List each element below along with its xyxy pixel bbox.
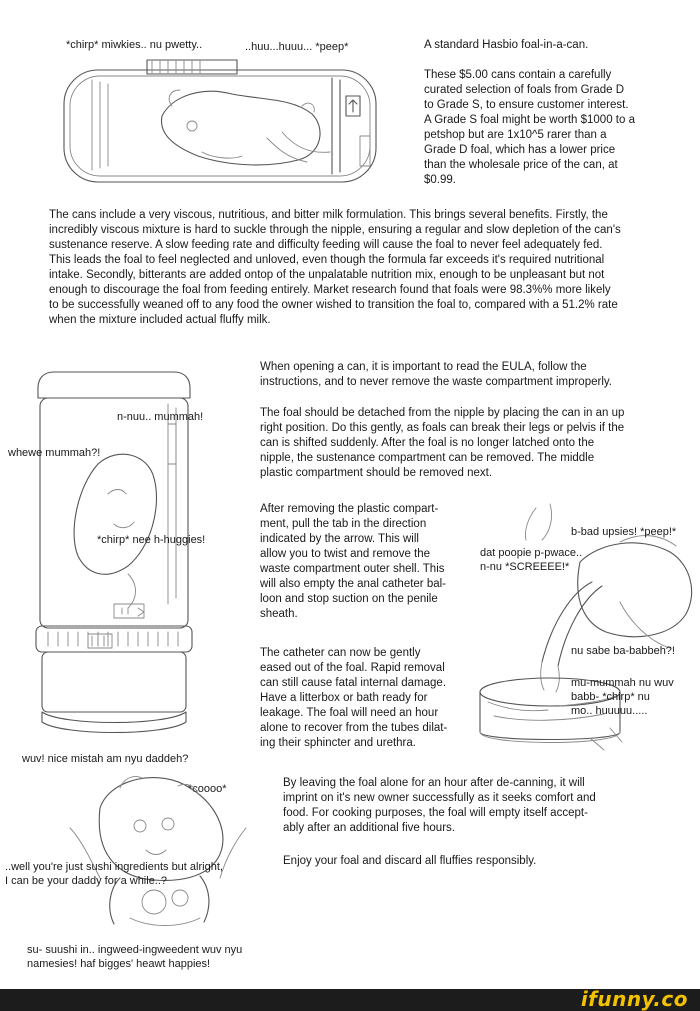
dialogue-whewe-mummah: whewe mummah?! [8,447,101,459]
footer-bar [0,989,700,1011]
dialogue-suushi-namesies: su- suushi in.. ingweed-ingweedent wuv nyu namesies! haf bigges' heawt happies! [27,944,243,970]
dialogue-wuv-nice-mistah: wuv! nice mistah am nyu daddeh? [22,753,189,765]
dialogue-chirp-huggies: *chirp* nee h-huggies! [97,534,206,546]
body-paragraph: The cans include a very viscous, nutritious, and bitter milk formulation. This brings several benefits. Firstly, the incredibly viscous mixture is hard to suckle through the nipple, ensuring a regular and slow depletion of the can's sustenance reserve. A slow feeding rate and difficulty feeding will cause the foal to never feel adequately fed. This leads the foal to feel neglected and unloved, even though the formula far exceeds it's required nutritional intake. Secondly, bitterants are added ontop of the unpalatable nutrition mix, enough to be unpleasant but not enough to discourage the foal from feeding entirely. Market research found that foals were 98.3%% more likely to be successfully weaned off to any food the owner wished to transition the foal to, compared with a 51.2% rate when the mixture included actual fluffy milk. [49,209,621,326]
dialogue-bad-upsies: b-bad upsies! *peep!* [571,526,677,538]
instruction-remove-catheter: The catheter can now be gently eased out of the foal. Rapid removal can still cause fatal internal damage. Have a litterbox or bath ready for leakage. The foal will need an hour alone to recover from the tubes dilat- ing their sphincter and urethra. [260,647,448,749]
dialogue-chirp-miwkies: *chirp* miwkies.. nu pwetty.. [66,39,203,51]
can-heading: A standard Hasbio foal-in-a-can. [424,39,589,51]
dialogue-coooo: *coooo* [188,783,227,795]
held-foal-sketch-icon [60,768,260,938]
dialogue-nu-sabe-babbeh: nu sabe ba-babbeh?! [571,645,675,657]
instruction-detach-nipple: The foal should be detached from the nipple by placing the can in an up right position. Do this gently, as foals can break their legs or pelvis if the can is shifted suddenly. After the foal is no longer latched onto the nipple, the sustenance compartment can be removed. The middle plastic compartment should be removed next. [260,407,625,479]
instruction-pull-tab: After removing the plastic compart- ment, pull the tab in the direction indicated by the arrow. This will allow you to twist and remove the waste compartment outer shell. This will also empty the anal catheter bal- loon and stop suction on the penile sheath. [260,503,447,620]
closing-sign-off: Enjoy your foal and discard all fluffies responsibly. [283,855,537,867]
ifunny-watermark: ifunny.co [580,987,688,1011]
can-description: These $5.00 cans contain a carefully curated selection of foals from Grade D to Grade S, to ensure customer interest. A Grade S foal might be worth $1000 to a petshop but are 1x10^5 rarer than a Grade D foal, which has a lower price than the wholesale price of the can, at $0.99. [424,69,635,186]
can-sketch-icon [52,56,392,194]
dialogue-mummah-nu-wuv: mu-mummah nu wuv babb- *chirp* nu mo.. huuuuu..... [571,677,674,717]
dialogue-huu-peep: ..huu...huuu... *peep* [245,41,349,53]
dialogue-sushi-daddy: ..well you're just sushi ingredients but alright, I can be your daddy for a while..? [5,861,223,887]
catheter-removal-sketch-icon [470,502,698,764]
closing-paragraph: By leaving the foal alone for an hour after de-canning, it will imprint on it's new owner successfully as it seeks comfort and food. For cooking purposes, the foal will empty itself accept- ably after an additional five hours. [283,777,596,834]
dialogue-poopie-screeee: dat poopie p-pwace.. n-nu *SCREEEE!* [480,547,583,573]
dialogue-nuu-mummah: n-nuu.. mummah! [117,411,204,423]
instruction-open-can: When opening a can, it is important to read the EULA, follow the instructions, and to never remove the waste compartment improperly. [260,361,612,388]
